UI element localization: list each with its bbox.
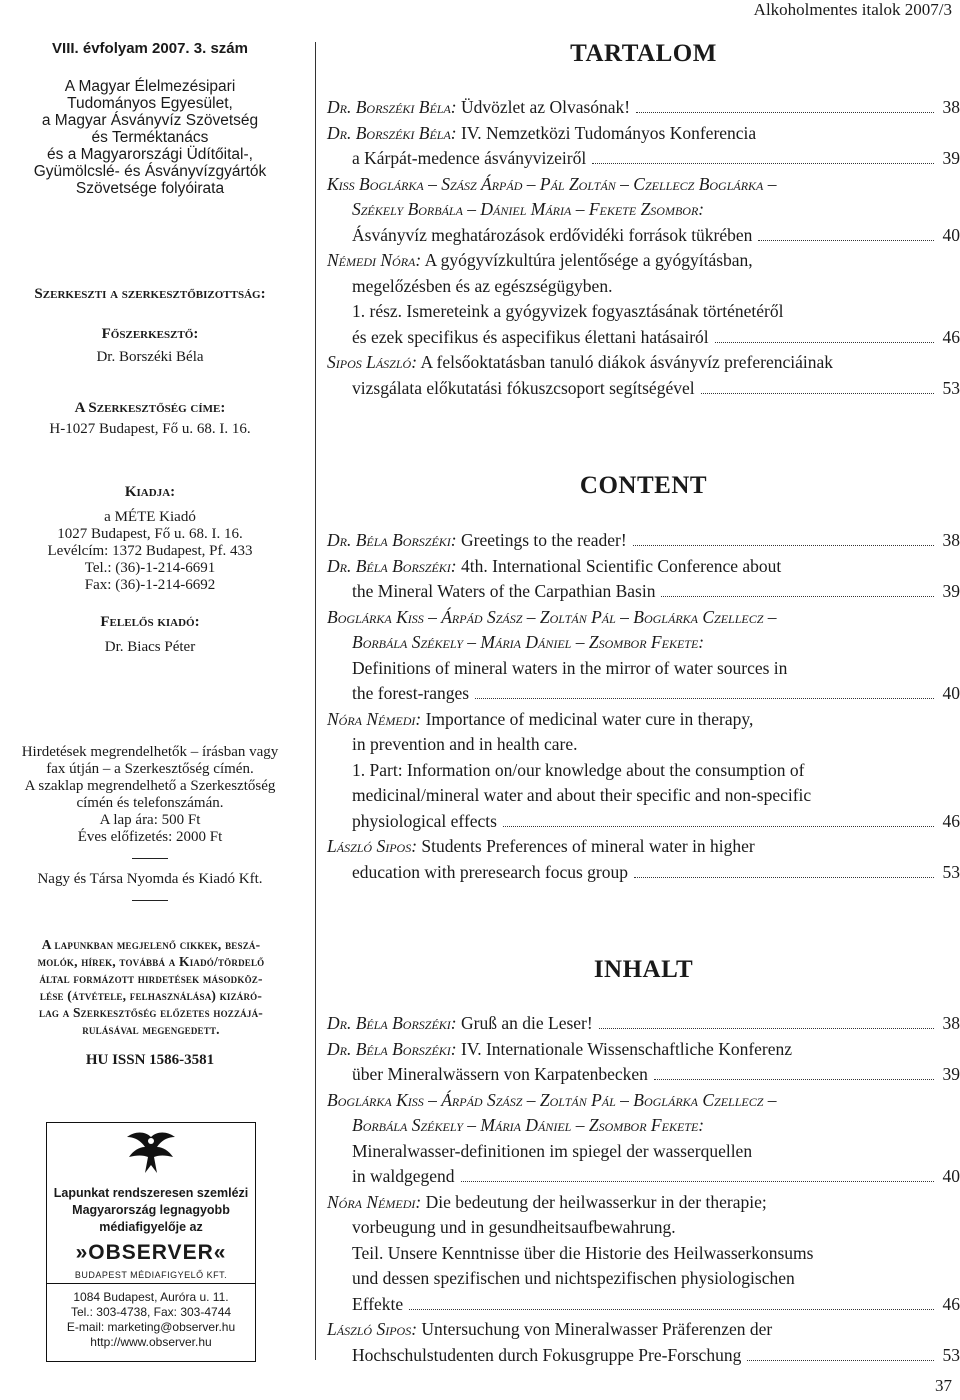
toc-title: 1. Part: Information on/our knowledge about the consumption of (352, 759, 805, 780)
toc-line (327, 1292, 960, 1318)
notice-line: lése (átvétele, felhasználása) kizáró- (39, 988, 263, 1003)
toc-line (327, 172, 960, 198)
ad-tagline-line: Magyarország legnagyobb (72, 1203, 230, 1217)
toc-line-text (327, 1011, 593, 1037)
toc-title: vorbeugung und in gesundheitsaufbewahrung. (352, 1217, 676, 1237)
toc-line (327, 1164, 960, 1190)
address-label: A Szerkesztőség címe: (74, 400, 226, 416)
toc-entry (327, 1088, 960, 1190)
responsible-label: Felelős kiadó: (100, 614, 200, 630)
responsible-name: Dr. Biacs Péter (104, 639, 196, 655)
page-number: 37 (935, 1376, 952, 1395)
toc-title: Definitions of mineral waters in the mirror of water sources in (352, 657, 788, 678)
toc-leader (633, 545, 934, 546)
board-label: Szerkeszti a szerkesztőbizottság: (34, 286, 266, 302)
toc-line (327, 376, 960, 402)
toc-leader (599, 1028, 934, 1029)
ad-tagline-line: médiafigyelője az (99, 1220, 203, 1234)
toc-line (327, 325, 960, 351)
toc-author: Dr. Béla Borszéki: (327, 1013, 457, 1033)
toc-page: 38 (942, 530, 960, 550)
toc-line-text (352, 1164, 455, 1190)
notice-line: lag a Szerkesztőség előzetes hozzájá- (39, 1005, 263, 1020)
toc-line-text (327, 248, 753, 274)
toc-leader (715, 342, 934, 343)
column-divider (315, 42, 316, 1360)
toc-line-text (327, 834, 755, 860)
toc-line-text (352, 376, 695, 402)
toc-title: Üdvözlet az Olvasónak! (456, 97, 631, 117)
toc-title: medicinal/mineral water and about their specific and non-specific (352, 785, 812, 805)
toc-line (327, 95, 960, 121)
toc-entry (327, 350, 960, 401)
toc-page: 40 (942, 224, 960, 245)
publisher-line: 1027 Budapest, Fő u. 68. I. 16. (57, 526, 243, 542)
ad-contact-line: E-mail: marketing@observer.hu (66, 1320, 236, 1334)
toc-line (327, 1241, 960, 1267)
association-line: Tudományos Egyesület, (67, 95, 233, 112)
toc-line-text (327, 95, 630, 121)
association-line: A Magyar Élelmezésipari (64, 78, 236, 95)
toc-line (327, 121, 960, 147)
toc-title: in prevention and in health care. (352, 734, 578, 754)
toc-entry (327, 1011, 960, 1037)
ads-line: A szaklap megrendelhető a Szerkesztőség (24, 778, 276, 794)
toc-line-text (327, 121, 756, 147)
toc-author: Nóra Némedi: (327, 708, 422, 729)
toc-title: A gyógyvízkultúra jelentősége a gyógyításban, (421, 250, 753, 270)
ads-line: Éves előfizetés: 2000 Ft (77, 829, 223, 845)
publisher-lines (0, 509, 300, 594)
chief-editor-label: Főszerkesztő: (101, 326, 199, 342)
ad-contact-line: Tel.: 303-4738, Fax: 303-4744 (70, 1305, 232, 1319)
publisher-line: a MÉTE Kiadó (104, 509, 196, 525)
eagle-logo-icon (47, 1129, 255, 1186)
ads-line: címén és telefonszámán. (76, 795, 224, 811)
toc-line (327, 248, 960, 274)
toc-author: Dr. Béla Borszéki: (327, 1038, 457, 1059)
address-value: H-1027 Budapest, Fő u. 68. I. 16. (49, 421, 251, 437)
toc-author: Székely Borbála – Dániel Mária – Fekete Zsombor: (352, 199, 705, 219)
toc-line (327, 1113, 960, 1139)
toc-line (327, 554, 960, 580)
toc-line-text (352, 860, 628, 886)
toc-entry (327, 172, 960, 249)
toc-line-text (352, 1343, 741, 1369)
toc-line (327, 809, 960, 835)
toc-title: the forest-ranges (352, 683, 470, 703)
toc-author: Boglárka Kiss – Árpád Szász – Zoltán Pál – Boglárka Czellecz – (327, 606, 777, 627)
toc-line-text (327, 172, 777, 198)
toc-title: und dessen spezifischen und nichtspezifischen physiologischen (352, 1268, 795, 1288)
toc-line-text (352, 656, 787, 682)
toc-line-text (352, 1139, 752, 1165)
toc-title: Ásványvíz meghatározások erdővidéki források tükrében (352, 224, 753, 245)
toc-line-text (327, 1088, 777, 1114)
toc-leader (503, 826, 934, 827)
toc-line-text (352, 630, 704, 656)
toc-author: Dr. Béla Borszéki: (327, 555, 457, 576)
toc-line (327, 758, 960, 784)
toc-line-text (327, 1190, 767, 1216)
toc-line (327, 1317, 960, 1343)
toc-line-text (327, 350, 833, 376)
toc-author: László Sipos: (327, 836, 418, 856)
toc-title: megelőzésben és az egészségügyben. (352, 275, 613, 296)
toc-page: 46 (942, 326, 960, 347)
toc-line-text (352, 758, 805, 784)
toc-line (327, 860, 960, 886)
toc-leader (461, 1181, 934, 1182)
toc-entry (327, 605, 960, 707)
toc-title: Students Preferences of mineral water in higher (417, 836, 755, 856)
ads-line: Hirdetések megrendelhetők – írásban vagy (21, 744, 279, 760)
issue-label: VIII. évfolyam 2007. 3. szám (52, 40, 248, 57)
inhalt-list (327, 1011, 960, 1368)
toc-leader (747, 1360, 934, 1361)
notice-line: A lapunkban megjelenő cikkek, beszá- (41, 937, 261, 952)
toc-line-text (352, 223, 752, 249)
toc-line (327, 1266, 960, 1292)
toc-leader (758, 240, 934, 241)
toc-line (327, 605, 960, 631)
association-line: a Magyar Ásványvíz Szövetség (41, 112, 259, 129)
toc-title: IV. Nemzetközi Tudományos Konferencia (456, 122, 757, 143)
publisher-label: Kiadja: (124, 484, 176, 500)
toc-title: IV. Internationale Wissenschaftliche Konferenz (456, 1038, 793, 1059)
toc-page: 46 (942, 1293, 960, 1314)
toc-title: physiological effects (352, 810, 497, 831)
tartalom-list (327, 95, 960, 401)
toc-title: Mineralwasser-definitionen im spiegel der wasserquellen (352, 1140, 753, 1161)
toc-entry (327, 248, 960, 350)
association-line: Gyümölcslé- és Ásványvízgyártók (33, 163, 267, 180)
ad-brand: »OBSERVER« (75, 1241, 227, 1264)
ads-lines (0, 744, 300, 846)
toc-line-text (352, 1292, 403, 1318)
toc-line (327, 1037, 960, 1063)
toc-title: Gruß an die Leser! (456, 1013, 593, 1033)
toc-page: 53 (942, 377, 960, 398)
toc-line (327, 197, 960, 223)
toc-page: 40 (942, 683, 960, 703)
toc-title: über Mineralwässern von Karpatenbecken (352, 1064, 648, 1084)
publisher-line: Levélcím: 1372 Budapest, Pf. 433 (47, 543, 253, 559)
ad-contact-line: 1084 Budapest, Auróra u. 11. (73, 1290, 229, 1304)
toc-line (327, 146, 960, 172)
toc-author: László Sipos: (327, 1319, 418, 1339)
toc-line-text (327, 528, 627, 554)
toc-line-text (352, 274, 612, 300)
toc-line (327, 732, 960, 758)
divider (132, 858, 168, 859)
toc-line (327, 1088, 960, 1114)
toc-line-text (352, 146, 586, 172)
ad-tagline-line: Lapunkat rendszeresen szemlézi (53, 1186, 249, 1200)
toc-title: Importance of medicinal water cure in therapy, (421, 708, 754, 729)
toc-author: Dr. Borszéki Béla: (327, 122, 457, 143)
toc-leader (634, 877, 934, 878)
toc-line (327, 1062, 960, 1088)
toc-line (327, 630, 960, 656)
publisher-line: Tel.: (36)-1-214-6691 (84, 560, 216, 576)
toc-line (327, 223, 960, 249)
toc-title: a Kárpát-medence ásványvizeiről (352, 148, 587, 168)
toc-line (327, 350, 960, 376)
association-line: Szövetsége folyóirata (75, 180, 225, 197)
toc-title: Die bedeutung der heilwasserkur in der therapie; (421, 1191, 767, 1212)
toc-page: 38 (942, 1013, 960, 1033)
toc-author: Dr. Borszéki Béla: (327, 97, 457, 117)
toc-author: Borbála Székely – Mária Dániel – Zsombor Fekete: (352, 1115, 705, 1135)
toc-entry (327, 95, 960, 121)
content-title: CONTENT (579, 472, 708, 499)
toc-title: Greetings to the reader! (456, 530, 627, 550)
association-line: és Terméktanács (91, 129, 209, 146)
toc-entry (327, 528, 960, 554)
toc-line-text (352, 681, 469, 707)
toc-leader (654, 1079, 934, 1080)
toc-title: 4th. International Scientific Conference about (456, 555, 782, 576)
toc-line-text (352, 1062, 648, 1088)
toc-line (327, 299, 960, 325)
ads-line: fax útján – a Szerkesztőség címén. (46, 761, 254, 777)
toc-entry (327, 1317, 960, 1368)
chief-editor-name: Dr. Borszéki Béla (96, 349, 204, 365)
toc-line-text (327, 605, 777, 631)
toc-leader (409, 1309, 934, 1310)
toc-leader (592, 163, 934, 164)
publisher-line: Fax: (36)-1-214-6692 (84, 577, 216, 593)
toc-line (327, 656, 960, 682)
toc-line-text (352, 732, 577, 758)
issn: HU ISSN 1586-3581 (85, 1052, 215, 1068)
toc-line-text (352, 1113, 704, 1139)
journal-header: Alkoholmentes italok 2007/3 (753, 0, 952, 19)
toc-line-text (352, 1215, 676, 1241)
toc-leader (661, 596, 934, 597)
toc-line-text (352, 325, 709, 351)
chief-editor-block (0, 326, 300, 366)
toc-line (327, 1190, 960, 1216)
toc-title: the Mineral Waters of the Carpathian Basin (352, 581, 656, 601)
toc-entry (327, 707, 960, 835)
toc-line (327, 1343, 960, 1369)
toc-line (327, 707, 960, 733)
toc-line-text (327, 707, 753, 733)
toc-page: 53 (942, 861, 960, 882)
toc-title: Teil. Unsere Kenntnisse über die Historie des Heilwasserkonsums (352, 1242, 814, 1263)
association-list (0, 78, 300, 197)
toc-entry (327, 1190, 960, 1318)
toc-page: 39 (942, 1064, 960, 1084)
printer: Nagy és Társa Nyomda és Kiadó Kft. (37, 871, 263, 887)
address-block (0, 400, 300, 438)
toc-line-text (327, 554, 781, 580)
ad-contact-line: http://www.observer.hu (90, 1335, 212, 1349)
toc-author: Nóra Némedi: (327, 1191, 422, 1212)
ad-tagline (47, 1185, 255, 1236)
toc-page: 39 (942, 581, 960, 601)
toc-author: Borbála Székely – Mária Dániel – Zsombor Fekete: (352, 632, 705, 652)
ad-contacts (47, 1290, 255, 1350)
toc-line-text (352, 579, 655, 605)
toc-leader (701, 393, 934, 394)
notice-line: által formázott hirdetések másodköz- (39, 971, 263, 986)
toc-entry (327, 554, 960, 605)
toc-line-text (352, 197, 704, 223)
toc-line (327, 1215, 960, 1241)
divider (132, 900, 168, 901)
toc-author: Kiss Boglárka – Szász Árpád – Pál Zoltán – Czellecz Boglárka – (327, 173, 777, 194)
toc-line-text (352, 1266, 795, 1292)
toc-page: 46 (942, 810, 960, 831)
toc-author: Némedi Nóra: (327, 250, 422, 270)
toc-leader (475, 698, 934, 699)
publisher-block (0, 484, 300, 594)
toc-line (327, 783, 960, 809)
toc-line (327, 834, 960, 860)
toc-entry (327, 1037, 960, 1088)
content-list (327, 528, 960, 885)
toc-line-text (327, 1317, 772, 1343)
ads-line: A lap ára: 500 Ft (99, 812, 201, 828)
toc-title: in waldgegend (352, 1166, 455, 1186)
toc-title: 1. rész. Ismereteink a gyógyvizek fogyasztásának történetéről (352, 301, 784, 321)
toc-page: 40 (942, 1166, 960, 1186)
responsible-block (0, 614, 300, 656)
association-line: és a Magyarországi Üdítőital-, (47, 146, 253, 163)
copyright-notice (6, 936, 296, 1038)
toc-page: 39 (942, 148, 960, 168)
toc-page: 53 (942, 1344, 960, 1365)
toc-entry (327, 121, 960, 172)
ad-brand-subtitle: BUDAPEST MÉDIAFIGYELŐ KFT. (47, 1270, 255, 1284)
toc-line (327, 528, 960, 554)
toc-title: Untersuchung von Mineralwasser Präferenzen der (417, 1319, 773, 1339)
toc-title: vizsgálata előkutatási fókuszcsoport segítségével (352, 377, 695, 398)
tartalom-title: TARTALOM (570, 40, 717, 67)
toc-line (327, 1011, 960, 1037)
toc-line (327, 681, 960, 707)
toc-author: Sipos László: (327, 352, 418, 372)
toc-author: Dr. Béla Borszéki: (327, 530, 457, 550)
toc-entry (327, 834, 960, 885)
toc-line-text (352, 1241, 813, 1267)
notice-line: rulásával megengedett. (82, 1022, 220, 1037)
toc-title: Effekte (352, 1293, 404, 1314)
observer-advertisement (46, 1122, 256, 1362)
notice-line: molók, hírek, továbbá a Kiadó/tördelő (37, 954, 265, 969)
toc-line-text (327, 1037, 792, 1063)
toc-author: Boglárka Kiss – Árpád Szász – Zoltán Pál – Boglárka Czellecz – (327, 1089, 777, 1110)
toc-line (327, 579, 960, 605)
toc-line-text (352, 299, 784, 325)
toc-title: és ezek specifikus és aspecifikus élettani hatásairól (352, 326, 709, 347)
ads-info (0, 744, 300, 907)
inhalt-title: INHALT (593, 956, 694, 983)
toc-title: A felsőoktatásban tanuló diákok ásványvíz preferenciáinak (417, 352, 833, 372)
toc-line (327, 1139, 960, 1165)
toc-leader (636, 112, 934, 113)
toc-page: 38 (942, 97, 960, 117)
toc-line-text (352, 783, 811, 809)
toc-line (327, 274, 960, 300)
toc-line-text (352, 809, 497, 835)
toc-title: education with preresearch focus group (352, 861, 629, 882)
toc-title: Hochschulstudenten durch Fokusgruppe Pre-Forschung (352, 1344, 742, 1365)
